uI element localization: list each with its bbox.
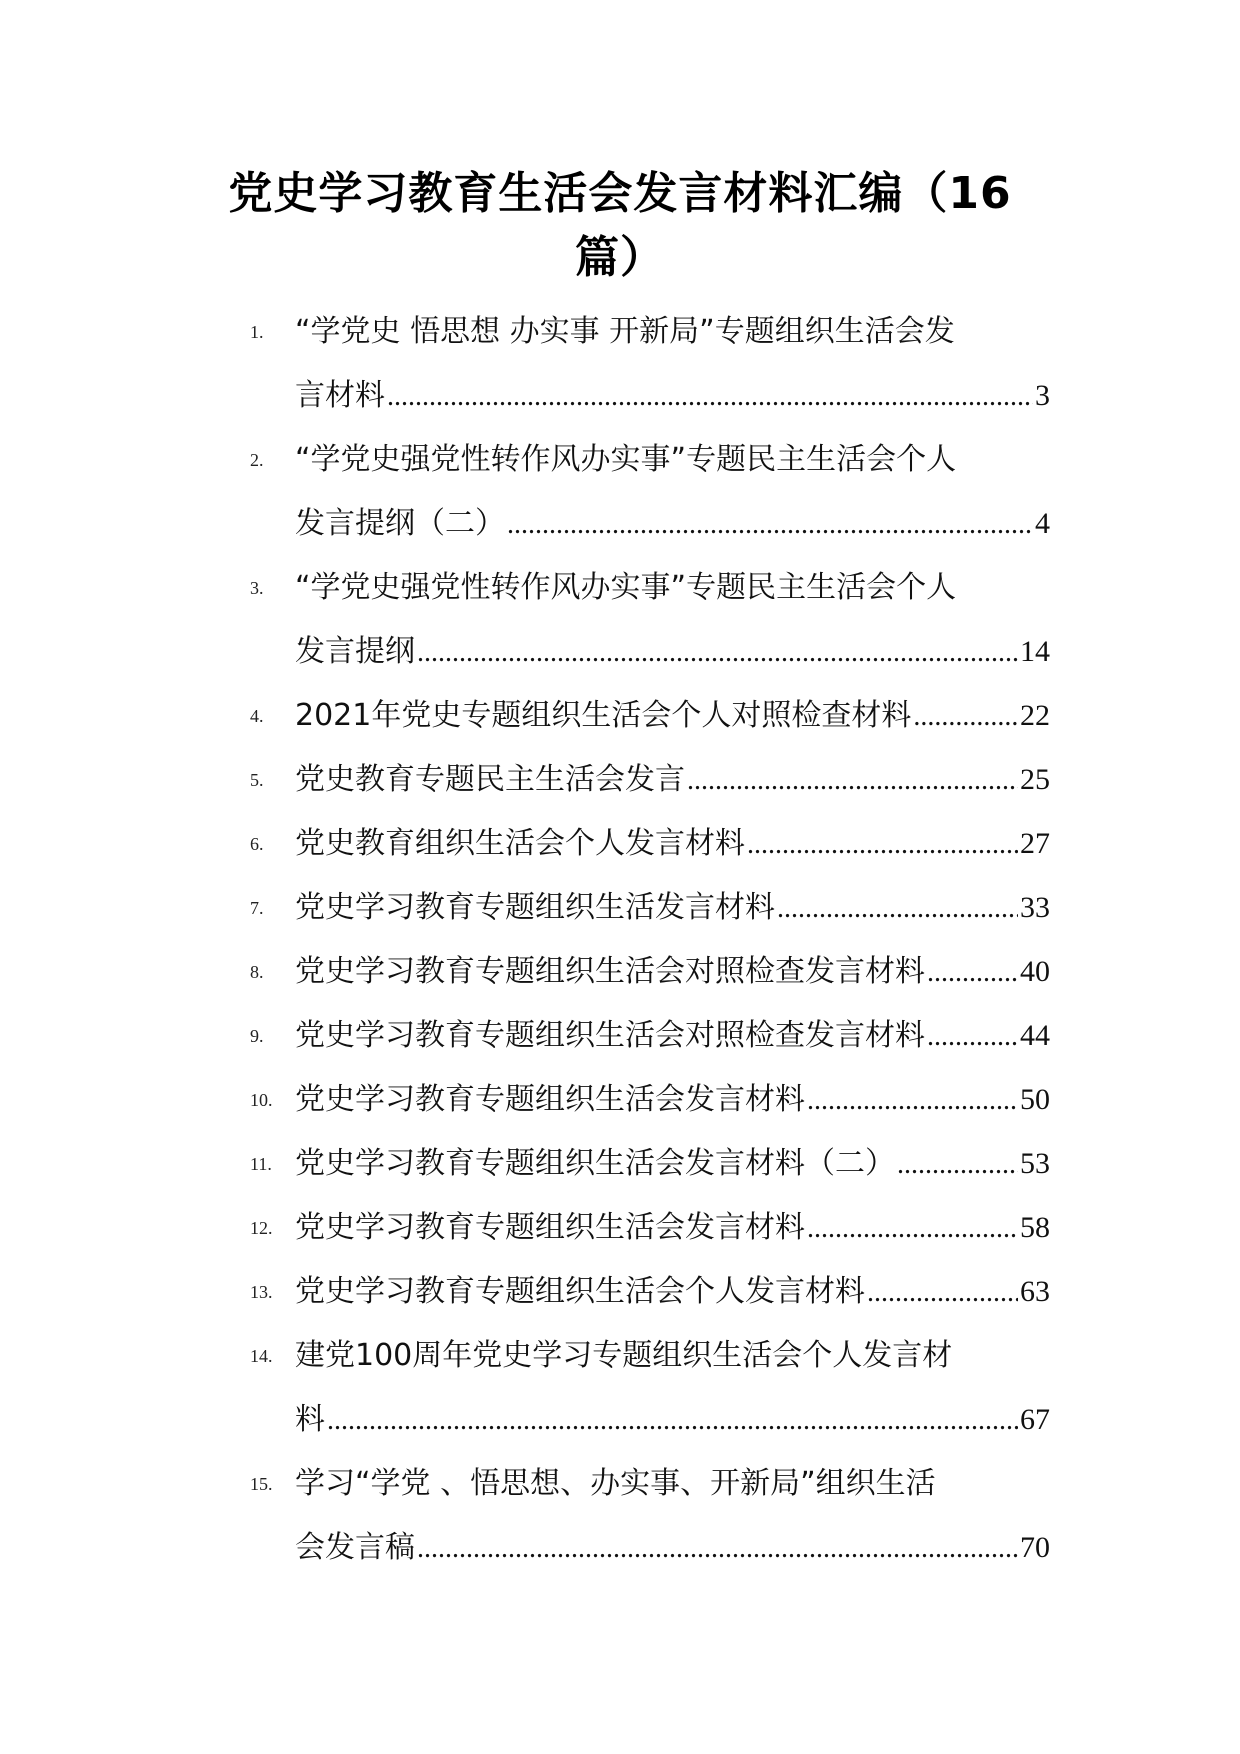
toc-entry-page: 58 xyxy=(1020,1211,1050,1244)
toc-entry-title-cont: 会发言稿 xyxy=(295,1530,415,1565)
dot-leader xyxy=(927,1005,1018,1069)
toc-entry-title-cont: 发言提纲 xyxy=(295,634,415,669)
toc-entry-title-cont: 发言提纲（二） xyxy=(295,506,505,541)
toc-entry-page: 33 xyxy=(1020,891,1050,924)
toc-entry-number: 15. xyxy=(250,1474,273,1494)
dot-leader xyxy=(747,813,1018,877)
toc-entry-title: 党史学习教育专题组织生活会个人发言材料 xyxy=(295,1274,865,1309)
dot-leader xyxy=(777,877,1018,941)
dot-leader xyxy=(927,941,1018,1005)
toc-entry-number: 13. xyxy=(250,1282,273,1302)
toc-entry-number: 7. xyxy=(250,898,264,918)
dot-leader xyxy=(913,685,1018,749)
toc-entry-title: “学党史强党性转作风办实事”专题民主生活会个人 xyxy=(295,570,957,605)
toc-entry-number: 5. xyxy=(250,770,264,790)
toc-entry-title-cont: 料 xyxy=(295,1402,325,1437)
toc-entry-11[interactable] xyxy=(250,1132,1050,1196)
toc-entry-5[interactable] xyxy=(250,748,1050,812)
dot-leader xyxy=(897,1133,1018,1197)
toc-entry-title: 党史学习教育专题组织生活发言材料 xyxy=(295,890,775,925)
toc-entry-number: 8. xyxy=(250,962,264,982)
toc-entry-page: 22 xyxy=(1020,699,1050,732)
toc-entry-number: 3. xyxy=(250,578,264,598)
toc-entry-title-cont: 言材料 xyxy=(295,378,385,413)
dot-leader xyxy=(387,365,1033,429)
dot-leader xyxy=(417,1517,1018,1581)
toc-entry-page: 63 xyxy=(1020,1275,1050,1308)
dot-leader xyxy=(507,493,1033,557)
document-title xyxy=(200,162,1040,290)
toc-entry-page: 27 xyxy=(1020,827,1050,860)
toc-entry-number: 11. xyxy=(250,1154,272,1174)
dot-leader xyxy=(687,749,1018,813)
dot-leader xyxy=(327,1389,1018,1453)
toc-entry-title: 2021年党史专题组织生活会个人对照检查材料 xyxy=(295,698,912,733)
toc-entry-page: 44 xyxy=(1020,1019,1050,1052)
toc-entry-4[interactable] xyxy=(250,684,1050,748)
toc-entry-page: 14 xyxy=(1020,635,1050,668)
toc-entry-14[interactable] xyxy=(250,1324,1050,1452)
toc-entry-page: 67 xyxy=(1020,1403,1050,1436)
toc-entry-number: 2. xyxy=(250,450,264,470)
toc-entry-15[interactable] xyxy=(250,1452,1050,1580)
toc-entry-page: 53 xyxy=(1020,1147,1050,1180)
toc-entry-page: 3 xyxy=(1035,379,1050,412)
toc-entry-10[interactable] xyxy=(250,1068,1050,1132)
toc-entry-title: 学习“学党 、悟思想、办实事、开新局”组织生活 xyxy=(295,1466,936,1501)
toc-entry-title: 党史学习教育专题组织生活会发言材料 xyxy=(295,1210,805,1245)
toc-entry-number: 14. xyxy=(250,1346,273,1366)
table-of-contents xyxy=(250,300,1050,1580)
toc-entry-3[interactable] xyxy=(250,556,1050,684)
document-title-line-1: 党史学习教育生活会发言材料汇编（16 xyxy=(228,168,1012,219)
toc-entry-number: 6. xyxy=(250,834,264,854)
toc-entry-title: 党史学习教育专题组织生活会对照检查发言材料 xyxy=(295,1018,925,1053)
toc-entry-number: 10. xyxy=(250,1090,273,1110)
toc-entry-title: 党史教育专题民主生活会发言 xyxy=(295,762,685,797)
toc-entry-7[interactable] xyxy=(250,876,1050,940)
toc-entry-page: 25 xyxy=(1020,763,1050,796)
toc-entry-8[interactable] xyxy=(250,940,1050,1004)
dot-leader xyxy=(417,621,1018,685)
toc-entry-9[interactable] xyxy=(250,1004,1050,1068)
toc-entry-2[interactable] xyxy=(250,428,1050,556)
toc-entry-page: 4 xyxy=(1035,507,1050,540)
toc-entry-number: 9. xyxy=(250,1026,264,1046)
toc-entry-6[interactable] xyxy=(250,812,1050,876)
toc-entry-number: 1. xyxy=(250,322,264,342)
toc-entry-number: 12. xyxy=(250,1218,273,1238)
toc-entry-title: 建党100周年党史学习专题组织生活会个人发言材 xyxy=(295,1338,953,1373)
toc-entry-title: 党史学习教育专题组织生活会对照检查发言材料 xyxy=(295,954,925,989)
toc-entry-page: 70 xyxy=(1020,1531,1050,1564)
document-title-line-2: 篇） xyxy=(575,232,665,283)
toc-entry-number: 4. xyxy=(250,706,264,726)
toc-entry-title: “学党史 悟思想 办实事 开新局”专题组织生活会发 xyxy=(295,314,955,349)
toc-entry-title: 党史学习教育专题组织生活会发言材料（二） xyxy=(295,1146,895,1181)
dot-leader xyxy=(807,1069,1018,1133)
toc-entry-title: 党史学习教育专题组织生活会发言材料 xyxy=(295,1082,805,1117)
dot-leader xyxy=(867,1261,1018,1325)
toc-entry-page: 50 xyxy=(1020,1083,1050,1116)
toc-entry-13[interactable] xyxy=(250,1260,1050,1324)
toc-entry-1[interactable] xyxy=(250,300,1050,428)
toc-entry-title: 党史教育组织生活会个人发言材料 xyxy=(295,826,745,861)
toc-entry-page: 40 xyxy=(1020,955,1050,988)
dot-leader xyxy=(807,1197,1018,1261)
toc-entry-12[interactable] xyxy=(250,1196,1050,1260)
toc-entry-title: “学党史强党性转作风办实事”专题民主生活会个人 xyxy=(295,442,957,477)
